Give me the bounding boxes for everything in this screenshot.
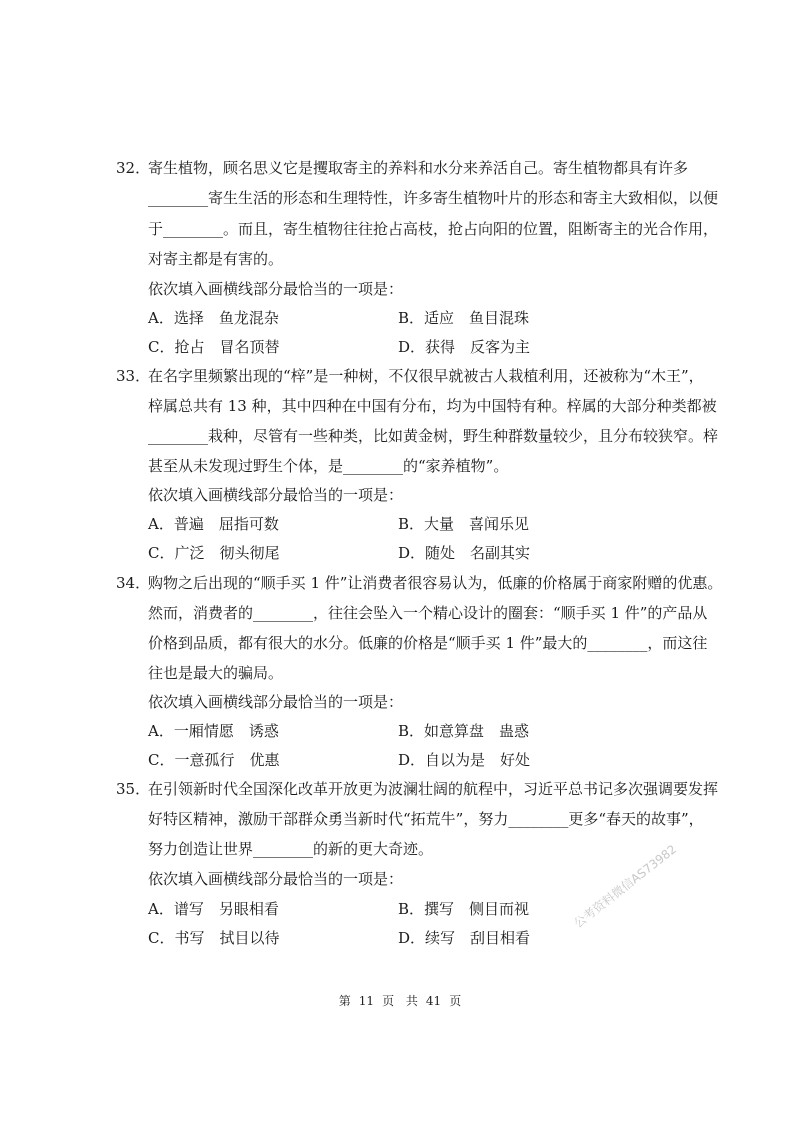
question-text-line: 往也是最大的骗局。 (148, 664, 284, 682)
question-prompt: 依次填入画横线部分最恰当的一项是： (148, 280, 404, 298)
question-text-line: 在引领新时代全国深化改革开放更为波澜壮阔的航程中，习近平总书记多次强调要发挥 (148, 780, 719, 798)
option-b[interactable]: B．撰写 侧目而视 (398, 900, 530, 918)
option-a[interactable]: A．选择 鱼龙混杂 (148, 309, 279, 327)
question-number: 33． (116, 367, 151, 385)
option-b[interactable]: B．如意算盘 蛊惑 (398, 722, 530, 740)
question-number: 32． (116, 159, 151, 177)
option-a[interactable]: A．一厢情愿 诱惑 (148, 722, 279, 740)
current-page-number: 11 (358, 994, 375, 1008)
footer-suffix: 页 (449, 994, 462, 1008)
question-text-line: 寄生植物，顾名思义它是攫取寄主的养料和水分来养活自己。寄生植物都具有许多 (148, 159, 689, 177)
question-text-line: 好特区精神，激励干部群众勇当新时代“拓荒牛”，努力________更多“春天的故事”， (148, 810, 704, 828)
question-text-line: 努力创造让世界________的新的更大奇迹。 (148, 840, 434, 858)
total-page-count: 41 (425, 994, 442, 1008)
option-d[interactable]: D．获得 反客为主 (398, 338, 531, 356)
option-c[interactable]: C．抢占 冒名顶替 (148, 338, 280, 356)
option-a[interactable]: A．普遍 屈指可数 (148, 515, 279, 533)
question-number: 34． (116, 574, 151, 592)
footer-prefix: 第 (338, 994, 351, 1008)
option-d[interactable]: D．自以为是 好处 (398, 751, 531, 769)
option-a[interactable]: A．谱写 另眼相看 (148, 900, 279, 918)
option-c[interactable]: C．一意孤行 优惠 (148, 751, 280, 769)
question-prompt: 依次填入画横线部分最恰当的一项是： (148, 486, 404, 504)
question-text-line: 对寄主都是有害的。 (148, 250, 284, 268)
question-text-line: 在名字里频繁出现的“梓”是一种树，不仅很早就被古人栽植利用，还被称为“木王”， (148, 367, 704, 385)
option-c[interactable]: C．广泛 彻头彻尾 (148, 544, 280, 562)
option-d[interactable]: D．随处 名副其实 (398, 544, 531, 562)
question-text-line: ________栽种，尽管有一些种类，比如黄金树，野生种群数量较少，且分布较狭窄。梓 (148, 427, 719, 445)
question-prompt: 依次填入画横线部分最恰当的一项是： (148, 870, 404, 888)
option-b[interactable]: B．适应 鱼目混珠 (398, 309, 530, 327)
question-text-line: 于________。而且，寄生植物往往抢占高枝，抢占向阳的位置，阻断寄主的光合作用， (148, 220, 719, 238)
question-text-line: 购物之后出现的“顺手买 1 件”让消费者很容易认为，低廉的价格属于商家附赠的优惠。 (148, 574, 723, 592)
footer-total-label: 共 (405, 994, 418, 1008)
question-text-line: 价格到品质，都有很大的水分。低廉的价格是“顺手买 1 件”最大的________，而这往 (148, 634, 708, 652)
question-text-line: 然而，消费者的________，往往会坠入一个精心设计的圈套：“顺手买 1 件”的产品从 (148, 604, 708, 622)
watermark: 公考资料微信AS73982 (571, 841, 680, 931)
option-c[interactable]: C．书写 拭目以待 (148, 929, 280, 947)
question-text-line: 梓属总共有 13 种，其中四种在中国有分布，均为中国特有种。梓属的大部分种类都被 (148, 397, 717, 415)
page-footer (0, 992, 800, 1009)
option-b[interactable]: B．大量 喜闻乐见 (398, 515, 530, 533)
option-d[interactable]: D．续写 刮目相看 (398, 929, 531, 947)
footer-page-label: 页 (382, 994, 395, 1008)
question-text-line: 甚至从未发现过野生个体，是________的“家养植物”。 (148, 457, 509, 475)
question-text-line: ________寄生生活的形态和生理特性，许多寄生植物叶片的形态和寄主大致相似，以便 (148, 189, 719, 207)
question-prompt: 依次填入画横线部分最恰当的一项是： (148, 693, 404, 711)
question-number: 35． (116, 780, 151, 798)
